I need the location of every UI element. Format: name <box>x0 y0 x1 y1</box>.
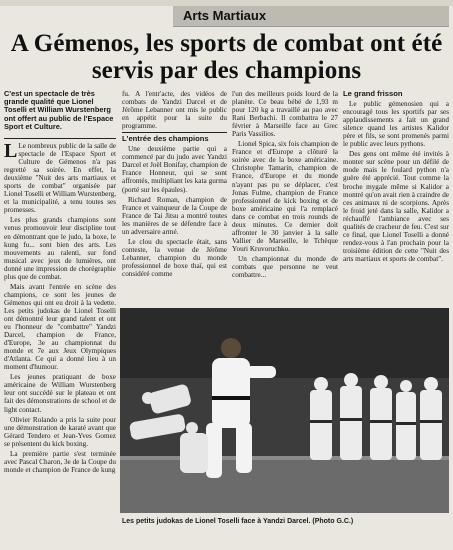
subhead-entree-champions: L'entrée des champions <box>122 134 209 144</box>
col3-paragraph: Lionel Spica, six fois champion de France et d'Europe a clôturé la soirée avec de la boxe américaine. Christophe Tamarin, champion de France, d'Europe et du monde n'ayant pas pu se déplacer, c'est Jonas Fulme, champion de France professionnel de kick boxing et de boxe américaine qui l'a remplacé dans ce combat en trois rounds de deux minutes. Ce dernier doit affronter le 30 janvier à la salle Vallier de Marseille, le Tchèque Youri Kruvoruchko. <box>232 140 338 253</box>
drop-cap: L <box>4 140 18 162</box>
col2-rule <box>122 132 227 133</box>
column-1 <box>4 142 116 476</box>
col1-paragraph: L Le nombreux public de la salle de spectacle de l'Espace Sport et Culture de Gémenos n'a pas regretté sa soirée. En effet, la deuxième "Nuit des arts martiaux et sports de combat" organisée par Lionel Toselli et William Wurstenberg, et la municipalité, a tenu toutes ses promesses. <box>4 140 116 215</box>
col2-paragraph: fu. A l'entr'acte, des vidéos de combats de Yandzi Darcel et de Jérôme Lebanner ont mis le public en appétit pour la suite du programme. <box>122 90 227 131</box>
col1-paragraph: Mais avant l'entrée en scène des champions, ce sont les jeunes de Gémenos qui ont eu droit à la vedette. Les petits judokas de Lionel Toselli ont démontré leur grand talent et ont eu l'honneur de "combattre" Yandzi Darcel, champion de France, d'Europe, 3e au championnat du monde et 7e aux Jeux Olympiques d'Atlanta. Ce qui a donné lieu à un moment d'humour. <box>4 282 116 372</box>
subhead-grand-frisson: Le grand frisson <box>343 89 403 98</box>
col2-paragraph: Richard Roman, champion de France et vainqueur de la Coupe de France de Tai Jitsu a montré toutes les manières de se défendre face à un adversaire armé. <box>122 195 227 236</box>
judo-photo <box>120 308 449 513</box>
lead-paragraph: C'est un spectacle de très grande qualité que Lionel Toselli et William Wurstenberg ont offert au public de l'Espace Sport et Culture. <box>4 89 114 131</box>
column-3 <box>232 90 338 281</box>
photo-caption: Les petits judokas de Lionel Toselli face à Yandzi Darcel. (Photo G.C.) <box>122 518 354 525</box>
col4-paragraph: Des gens ont même été invités à monter sur scène pour un défilé de mode mais le foulard python n'a guère été apprécié. Tout comme la broche mygale même si Kalidor a montré qu'on avait rien à craindre de ces animaux ni de scorpions. Après le froid jeté dans la salle, Kalidor a réchauffé l'ambiance avec ses qualités de cracheur de feu. C'est sur ce final, que Lionel Toselli a donné rendez-vous à l'an prochain pour la troisième édition de cette "Nuit des arts martiaux et sports de combat". <box>343 150 449 263</box>
col1-paragraph: Les plus grands champions sont venus promouvoir leur discipline tout en démontrant que le judo, la boxe, le kung fu... sont bien des arts. Les mouvements au ralenti, sur fond musical avec jeux de lumières, ont donné une impression de chorégraphie plus que de combat. <box>4 216 116 281</box>
section-banner <box>173 6 449 27</box>
judo-scene-illustration <box>120 308 449 513</box>
col1-paragraph: Olivier Rolando a pris la suite pour une démonstration de karaté avant que Gérard Tendero et Jean-Yves Gomez se présentent du kick boxing. <box>4 415 116 448</box>
column-4 <box>343 90 449 265</box>
col3-paragraph: l'un des meilleurs poids lourd de la planète. Ce beau bébé de 1,93 m pour 120 kg a travaillé au pao avec Rani Berbachi. Il combattra le 27 février à Marseille face au Grec Paris Vassilios. <box>232 90 338 139</box>
col1-paragraph: La première partie s'est terminée avec Pascal Charon, 3e de la Coupe du monde et champion de France de kung <box>4 449 116 474</box>
col4-paragraph: Le public gémenosien qui a encouragé tous les sportifs par ses applaudissements a fait un grand silence quand les artistes Kalidor père et fils, se sont promenés parmi le public avec leurs pythons. <box>343 100 449 149</box>
col3-paragraph: Un championnat du monde de combats que personne ne veut combattre... <box>232 254 338 280</box>
col2-paragraph: Une deuxième partie qui a commencé par du judo avec Yandzi Darcel et Joël Bonifay, champion de France Honneur, qui se sont affrontés, multipliant les kata gurma (porté sur les épaules). <box>122 145 227 194</box>
column-2 <box>122 90 227 280</box>
section-label: Arts Martiaux <box>183 8 267 23</box>
col2-paragraph: Le clou du spectacle était, sans conteste, la venue de Jérôme Lebanner, champion du monde professionnel de boxe thaï, qui est considéré comme <box>122 237 227 278</box>
lead-rule <box>4 138 116 139</box>
col1-paragraph: Les jeunes pratiquant de boxe américaine de William Wurstenberg leur ont succédé sur le plateau et ont fait des démonstrations de school et de light contact. <box>4 373 116 414</box>
headline: A Gémenos, les sports de combat ont été servis par des champions <box>10 30 443 84</box>
